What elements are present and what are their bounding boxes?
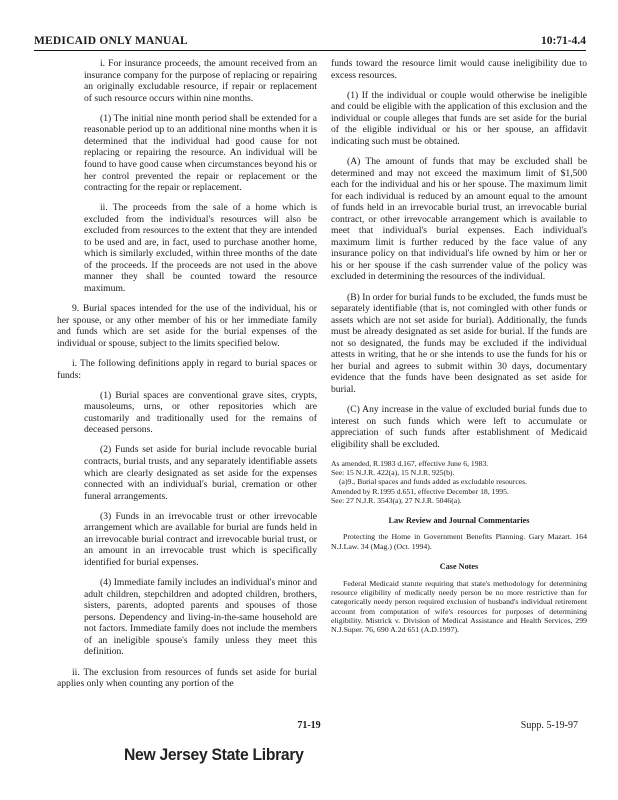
history-line: See: 15 N.J.R. 422(a), 15 N.J.R. 925(b). xyxy=(331,468,455,478)
supplement-date: Supp. 5-19-97 xyxy=(520,720,578,731)
running-header xyxy=(34,34,586,51)
paragraph-nine-month-period: (1) The initial nine month period shall be extended for a reasonable period up to an additional nine months when it is determined that the individual had good cause for not replacing or repairing the resource. An individual will be found to have good cause when circumstances beyond his or her control prevented the repair or replacement or the contracting for the repair or replacement. xyxy=(84,112,317,194)
library-stamp: New Jersey State Library xyxy=(124,746,304,764)
history-line: (a)9., Burial spaces and funds added as excludable resources. xyxy=(339,477,528,487)
case-notes-heading: Case Notes xyxy=(439,562,479,572)
history-line: See: 27 N.J.R. 3543(a), 27 N.J.R. 5046(a). xyxy=(331,495,462,505)
paragraph-irrevocable-trust: (3) Funds in an irrevocable trust or other irrevocable arrangement which are available for burial are funds held in an irrevocable burial contract and irrevocable burial trust, or an amount in an irrevocable trust which is specifically identified for burial expenses. xyxy=(84,510,317,568)
paragraph-separately-identifiable: (B) In order for burial funds to be excluded, the funds must be separately identifiable (that is, not comingled with other funds or assets which are not set aside for burial). Additionally, the funds must be already designated as set aside for burial. If the funds are not so designated, the funds may be excluded if the individual attests in writing, that he or she intends to use the funds for his or her burial and agrees to submit within 30 days, documentary evidence that the funds have been designated as set aside for burial. xyxy=(331,291,587,395)
case-note-entry: Federal Medicaid statute requiring that state's methodology for determining resource eligibility of medically needy person be no more restrictive than for categorically needy person required exclusion of husband's individual retirement account from computation of wife's resources for purposes of determining eligibility. Mistrick v. Division of Medical Assistance and Health Services, 299 N.J.Super. 76, 690 A.2d 651 (A.D.1997). xyxy=(331,578,587,635)
paragraph-immediate-family: (4) Immediate family includes an individual's minor and adult children, stepchildren and adopted children, brothers, sisters, parents, adopted parents and spouses of those persons. Dependency and living-in-the-same household are not factors. Immediate family does not include the members of an ineligible spouse's family unless they meet this definition. xyxy=(84,577,317,658)
paragraph-insurance-proceeds: i. For insurance proceeds, the amount received from an insurance company for the purpose of replacing or repairing an originally excludable resource, if repair or replacement of such resource occurs within nine months. xyxy=(84,58,317,104)
law-review-heading: Law Review and Journal Commentaries xyxy=(388,515,530,525)
law-review-entry: Protecting the Home in Government Benefits Planning. Gary Mazart. 164 N.J.Law. 34 (Mag.) (Oct. 1994). xyxy=(331,532,587,551)
paragraph-home-sale-proceeds: ii. The proceeds from the sale of a home which is excluded from the individual's resources will also be excluded from resources to the extent that they are intended to be used and are, in fact, used to purchase another home, which is similarly excluded, within three months of the date of the proceeds. If the proceeds are not used in the above manner they shall be counted toward the resource maximum. xyxy=(84,202,317,295)
manual-title: MEDICAID ONLY MANUAL xyxy=(34,35,188,47)
paragraph-definitions-intro: i. The following definitions apply in regard to burial spaces or funds: xyxy=(57,357,317,381)
amendment-history xyxy=(331,459,587,505)
paragraph-maximum-limit: (A) The amount of funds that may be excluded shall be determined and may not exceed the maximum limit of $1,500 each for the individual and his or her spouse. The maximum limit for each individual is reduced by an amount equal to the amount of funds held in an irrevocable burial trust, an irrevocable burial contract, or other irrevocable arrangement which is available to meet that individual's burial expenses. Each individual's maximum limit is further reduced by the face value of any insurance policy on that individual's life owned by him or her or his or her spouse if the cash surrender value of the policy was excluded in determining the resources of the individual. xyxy=(331,156,587,283)
paragraph-continued: funds toward the resource limit would cause ineligibility due to excess resources. xyxy=(331,58,587,81)
paragraph-funds-set-aside: (2) Funds set aside for burial include revocable burial contracts, burial trusts, and any separately identifiable assets which are clearly designated as set aside for the expenses connected with an individual's burial, cremation or other funeral arrangements. xyxy=(84,444,317,502)
page-number: 71-19 xyxy=(297,720,321,731)
history-line: Amended by R.1995 d.651, effective December 18, 1995. xyxy=(331,486,509,496)
left-column xyxy=(57,58,317,698)
section-number: 10:71-4.4 xyxy=(540,35,586,47)
history-line: As amended, R.1983 d.167, effective June 6, 1983. xyxy=(331,458,489,468)
right-column xyxy=(331,58,587,634)
paragraph-exclusion-applies: ii. The exclusion from resources of funds set aside for burial applies only when counting any portion of the xyxy=(57,666,317,690)
paragraph-affidavit: (1) If the individual or couple would otherwise be ineligible and could be eligible with the application of this exclusion and the individual or couple alleges that funds are set aside for the burial of the eligible individual or his or her spouse, an affidavit indicating such must be obtained. xyxy=(331,89,587,147)
paragraph-burial-spaces: 9. Burial spaces intended for the use of the individual, his or her spouse, or any other member of his or her immediate family and funds which are set aside for the burial expenses of the individual or spouse, subject to the limits specified below. xyxy=(57,303,317,349)
paragraph-increase-in-value: (C) Any increase in the value of excluded burial funds due to interest on such funds which were left to accumulate or appreciation of such funds after establishment of Medicaid eligibility shall be excluded. xyxy=(331,404,587,450)
paragraph-burial-spaces-definition: (1) Burial spaces are conventional grave sites, crypts, mausoleums, urns, or other repositories which are customarily and traditionally used for the remains of deceased persons. xyxy=(84,389,317,436)
